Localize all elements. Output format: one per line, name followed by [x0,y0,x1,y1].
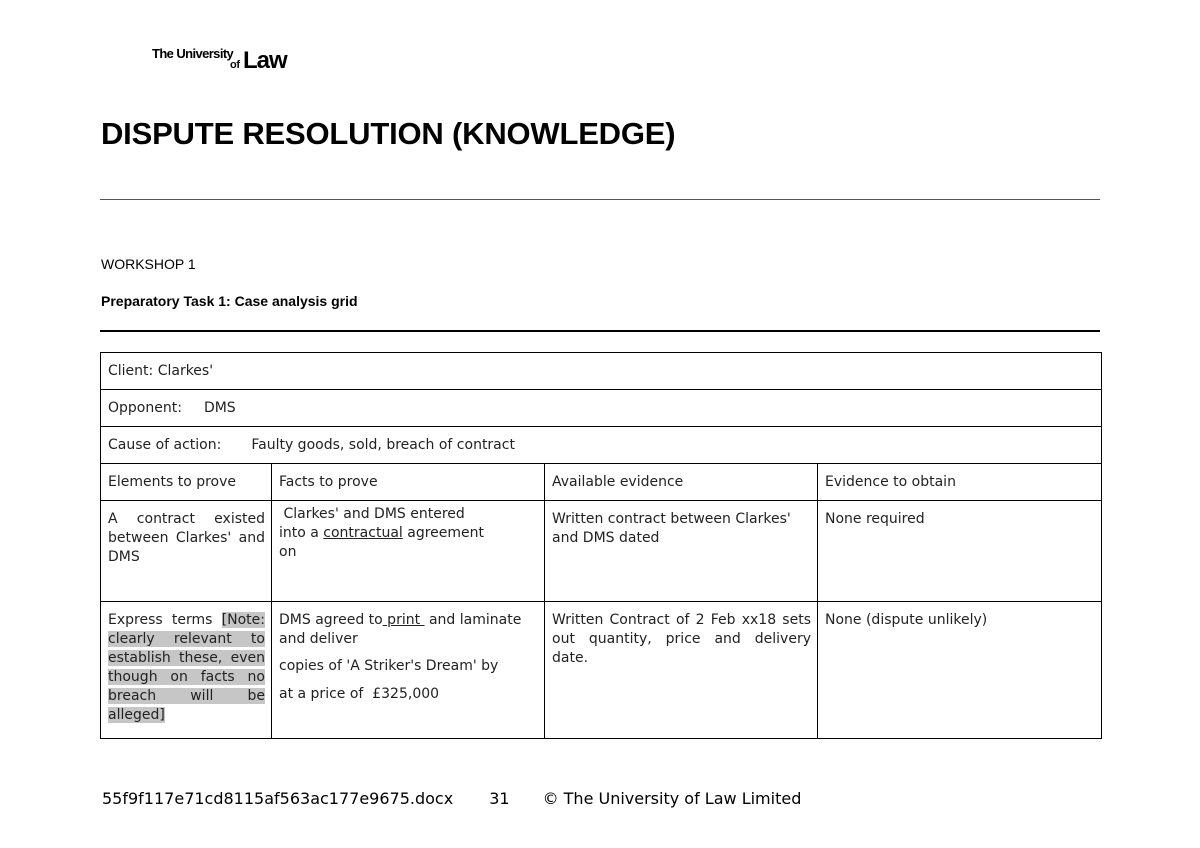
header-elements: Elements to prove [101,464,272,501]
cause-value: Faulty goods, sold, breach of contract [251,437,515,453]
table-row [101,602,1102,739]
element-cell [101,602,272,739]
footer-filename: 55f9f117e71cd8115af563ac177e9675.docx [102,789,454,808]
facts-underlined-text: print [382,612,425,628]
logo-line-1: The University [152,46,234,61]
header-available-evidence: Available evidence [545,464,818,501]
logo-line-3: Law [243,47,287,74]
facts-text: DMS agreed to [279,612,383,628]
university-logo [152,46,312,76]
facts-line: at a price of £325,000 [279,686,440,702]
table-row [101,501,1102,602]
element-cell: A contract existed between Clarkes' and DMS [101,501,272,602]
case-analysis-grid [100,352,1102,739]
header-evidence-to-obtain: Evidence to obtain [818,464,1102,501]
page-footer [102,789,801,808]
facts-text: into a [279,525,324,541]
highlighted-note: [Note: clearly relevant to establish these, even though on facts no breach will be alleged] [108,612,265,723]
footer-page-number: 31 [489,789,510,808]
cause-row [101,427,1102,464]
facts-cell [272,501,545,602]
facts-line [279,524,538,543]
opponent-cell [101,390,1102,427]
client-row [101,353,1102,390]
facts-text: agreement [402,525,485,541]
evidence-cell: Written Contract of 2 Feb xx18 sets out quantity, price and delivery date. [545,602,818,739]
facts-line [279,611,538,649]
facts-line: copies of 'A Striker's Dream' by [279,658,499,674]
title-divider [100,199,1100,200]
footer-copyright: © The University of Law Limited [542,789,802,808]
task-heading: Preparatory Task 1: Case analysis grid [101,293,358,309]
task-divider [100,330,1100,332]
client-cell [101,353,1102,390]
header-facts: Facts to prove [272,464,545,501]
logo-line-2: of [230,59,240,71]
opponent-row [101,390,1102,427]
cause-cell [101,427,1102,464]
opponent-label: Opponent: [108,400,182,416]
facts-line: on [279,544,297,560]
header-row [101,464,1102,501]
evidence-cell: Written contract between Clarkes' and DMS dated [545,501,818,602]
workshop-heading: WORKSHOP 1 [101,256,196,272]
client-label: Client: [108,363,154,379]
facts-line: Clarkes' and DMS entered [279,506,465,522]
document-title: DISPUTE RESOLUTION (KNOWLEDGE) [101,116,676,151]
cause-label: Cause of action: [108,437,222,453]
obtain-cell: None required [818,501,1102,602]
facts-cell [272,602,545,739]
opponent-value: DMS [203,400,236,416]
element-text: Express terms [108,612,213,628]
client-value: Clarkes' [157,363,214,379]
facts-underlined-text: contractual [323,525,403,541]
facts-text: and laminate and deliver [279,612,526,647]
obtain-cell: None (dispute unlikely) [818,602,1102,739]
